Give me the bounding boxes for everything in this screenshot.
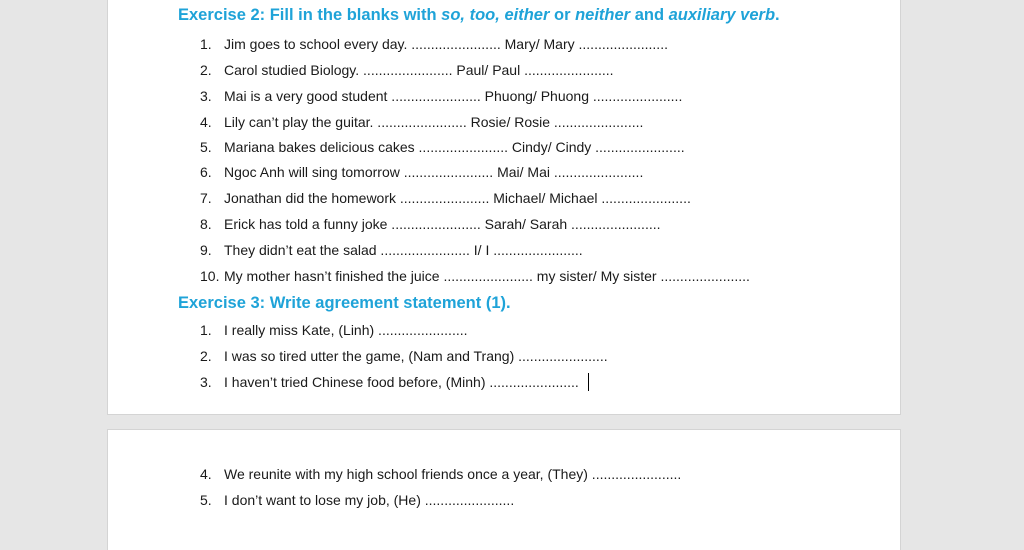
exercise2-item-9[interactable]: [200, 242, 583, 258]
item-text: Jonathan did the homework ....................... Michael/ Michael .......................: [224, 190, 691, 206]
word-and: and: [634, 6, 665, 24]
exercise2-item-8[interactable]: [200, 216, 661, 232]
item-number: 4.: [200, 466, 212, 482]
exercise2-item-2[interactable]: [200, 62, 614, 78]
exercise2-item-3[interactable]: [200, 88, 682, 104]
exercise2-title-end: .: [775, 6, 780, 24]
keyword-auxiliary-verb: auxiliary verb: [668, 6, 776, 24]
keyword-either: either: [504, 6, 550, 24]
item-number: 1.: [200, 36, 212, 52]
item-text: We reunite with my high school friends once a year, (They) .......................: [224, 466, 682, 482]
item-number: 2.: [200, 62, 212, 78]
item-text: My mother hasn’t finished the juice ....................... my sister/ My sister .......................: [224, 268, 750, 284]
word-or: or: [553, 6, 571, 24]
exercise3-item-5[interactable]: [200, 492, 514, 508]
item-text: Erick has told a funny joke ....................... Sarah/ Sarah .......................: [224, 216, 661, 232]
item-number: 5.: [200, 139, 212, 155]
item-text: I was so tired utter the game, (Nam and Trang) .......................: [224, 348, 608, 364]
keyword-neither: neither: [575, 6, 631, 24]
item-text: I haven’t tried Chinese food before, (Minh) .......................: [224, 374, 579, 390]
exercise2-heading: [178, 6, 780, 25]
item-number: 5.: [200, 492, 212, 508]
item-number: 3.: [200, 88, 212, 104]
item-text: Ngoc Anh will sing tomorrow ....................... Mai/ Mai .......................: [224, 164, 644, 180]
exercise3-item-2[interactable]: [200, 348, 608, 364]
item-number: 1.: [200, 322, 212, 338]
item-text: Mai is a very good student ....................... Phuong/ Phuong .......................: [224, 88, 683, 104]
document-page-2: [108, 430, 900, 550]
item-text: I don’t want to lose my job, (He) .......................: [224, 492, 515, 508]
item-number: 3.: [200, 374, 212, 390]
exercise2-item-5[interactable]: [200, 139, 685, 155]
item-number: 6.: [200, 164, 212, 180]
item-text: Carol studied Biology. ....................... Paul/ Paul .......................: [224, 62, 614, 78]
item-text: Jim goes to school every day. ....................... Mary/ Mary .......................: [224, 36, 668, 52]
exercise3-item-1[interactable]: [200, 322, 468, 338]
exercise2-title-prefix: Exercise 2: Fill in the blanks with: [178, 6, 442, 24]
keyword-so: so,: [441, 6, 466, 24]
exercise3-item-3[interactable]: [200, 374, 579, 390]
item-number: 10.: [200, 268, 220, 284]
document-page-1: [108, 0, 900, 414]
item-number: 9.: [200, 242, 212, 258]
keyword-too: too,: [469, 6, 500, 24]
item-text: Lily can’t play the guitar. ....................... Rosie/ Rosie .......................: [224, 114, 644, 130]
item-number: 7.: [200, 190, 212, 206]
exercise2-item-4[interactable]: [200, 114, 643, 130]
exercise3-item-4[interactable]: [200, 466, 681, 482]
item-number: 8.: [200, 216, 212, 232]
text-cursor: [588, 373, 589, 391]
item-number: 4.: [200, 114, 212, 130]
item-number: 2.: [200, 348, 212, 364]
exercise2-item-7[interactable]: [200, 190, 691, 206]
exercise2-item-1[interactable]: [200, 36, 668, 52]
item-text: Mariana bakes delicious cakes ....................... Cindy/ Cindy .......................: [224, 139, 685, 155]
item-text: I really miss Kate, (Linh) .......................: [224, 322, 468, 338]
exercise2-item-6[interactable]: [200, 164, 643, 180]
item-text: They didn’t eat the salad ....................... I/ I .......................: [224, 242, 583, 258]
exercise3-heading: Exercise 3: Write agreement statement (1).: [178, 294, 511, 312]
exercise2-item-10[interactable]: [200, 268, 750, 284]
